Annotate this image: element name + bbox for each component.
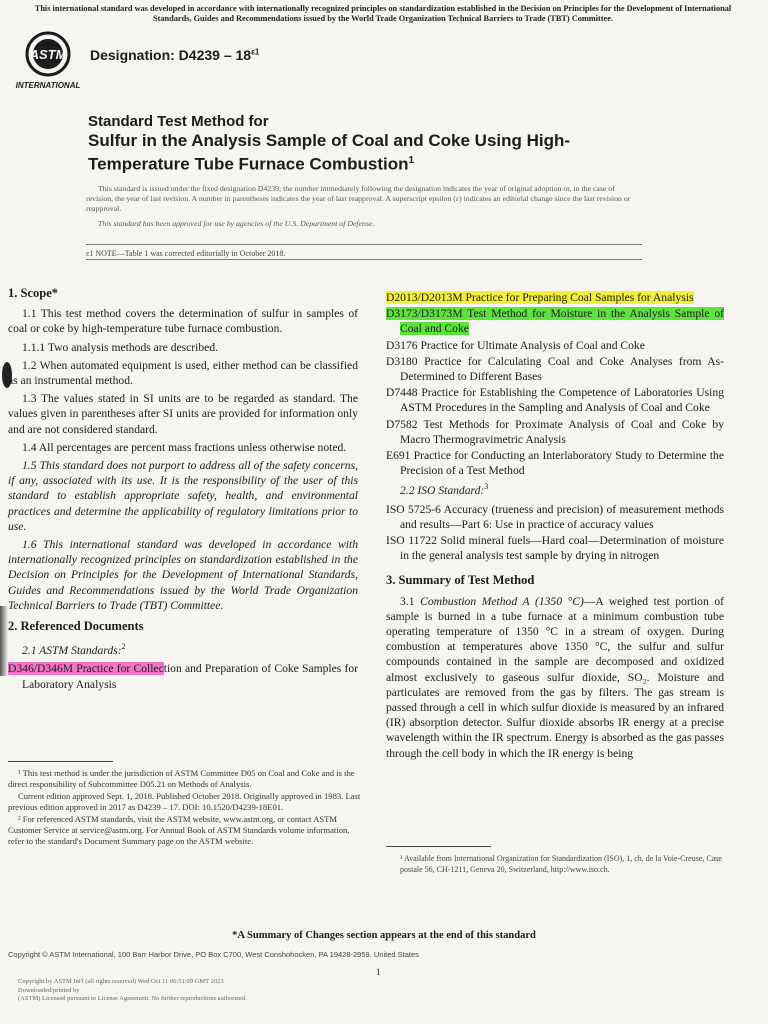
ref-d7448[interactable]: D7448 Practice for Establishing the Competence of Laboratories Using ASTM Procedures in the Sampling and Analysis of Coal and Coke xyxy=(386,386,724,415)
para-1-1-1: 1.1.1 Two analysis methods are described. xyxy=(22,340,219,354)
footnote-divider xyxy=(8,761,113,762)
title-line-3: Temperature Tube Furnace Combustion$^1$ xyxy=(88,154,415,174)
astm-logo xyxy=(14,30,84,92)
designation xyxy=(90,47,259,63)
footnote-3: ³ Available from International Organization for Standardization (ISO), 1, ch. de la Voie-Creuse, Case postale 56, CH-1211, Geneva 20, Switzerland, http://www.iso.ch. xyxy=(400,854,722,874)
dod-approval: This standard has been approved for use by agencies of the U.S. Department of Defense. xyxy=(98,219,375,228)
editorial-note: ε1 NOTE—Table 1 was corrected editorially in October 2018. xyxy=(86,249,286,258)
ref-d346[interactable]: D346/D346M Practice for Collection and Preparation of Coke Samples for Laboratory Analysis xyxy=(8,662,358,691)
highlight-yellow: D2013/D2013M Practice for Preparing Coal Samples for Analysis xyxy=(386,291,694,304)
page-number: 1 xyxy=(376,967,381,977)
standard-notice: This international standard was developed in accordance with internationally recognized principles on standardization established in the Decision on Principles for the Development of International Standards, Guides and Recommendations issued by the World Trade Organization Technical Barriers to Trade (TBT) Committee. xyxy=(34,4,732,23)
para-1-6: 1.6 This international standard was developed in accordance with internationally recognized principles on standardization established in the Decision on Principles for the Development of International Standards, Guides and Recommendations issued by the World Trade Organization Technical Barriers to Trade (TBT) Committee. xyxy=(8,538,358,612)
footnote-divider xyxy=(386,846,491,847)
designation-epsilon: ε1 xyxy=(251,47,260,57)
section-scope-heading: 1. Scope* xyxy=(8,286,58,300)
svg-text:ASTM: ASTM xyxy=(29,47,67,62)
right-column xyxy=(386,290,724,764)
ref-e691[interactable]: E691 Practice for Conducting an Interlaboratory Study to Determine the Precision of a Test Method xyxy=(386,449,724,478)
designation-label: Designation: xyxy=(90,47,175,63)
para-1-5: 1.5 This standard does not purport to address all of the safety concerns, if any, associated with its use. It is the responsibility of the user of this standard to establish appropriate safety, health, and environmental practices and determine the applicability of regulatory limitations prior to use. xyxy=(8,459,358,533)
highlight-green: D3173/D3173M Test Method for Moisture in the Analysis Sample of Coal and Coke xyxy=(386,307,724,336)
para-1-1: 1.1 This test method covers the determination of sulfur in samples of coal or coke by high-temperature tube furnace combustion. xyxy=(8,307,358,336)
divider xyxy=(86,244,642,245)
designation-number: D4239 – 18 xyxy=(178,47,252,63)
intro-block xyxy=(86,184,642,234)
ref-iso11722[interactable]: ISO 11722 Solid mineral fuels—Hard coal—Determination of moisture in the general analysis test sample by drying in nitrogen xyxy=(386,533,724,563)
footnotes-right xyxy=(400,854,736,875)
ref-iso5725[interactable]: ISO 5725-6 Accuracy (trueness and precision) of measurement methods and results—Part 6: Use in practice of accuracy values xyxy=(386,502,724,531)
divider xyxy=(86,259,642,260)
title-line-1: Standard Test Method for xyxy=(88,113,269,130)
section-refs-heading: 2. Referenced Documents xyxy=(8,619,144,634)
footnote-2: ² For referenced ASTM standards, visit the ASTM website, www.astm.org, or contact ASTM Customer Service at service@astm.org. For Annual Book of ASTM Standards volume information, refer to the standard's Document Summary page on the ASTM website. xyxy=(8,814,350,846)
license-stamp: Copyright by ASTM Int'l (all rights reserved) Wed Oct 11 06:51:09 GMT 2023 Downloaded/printed by (ASTM) Licensed pursuant to License Agreement. No further reproductions authorized. xyxy=(18,978,247,1002)
title-line-2: Sulfur in the Analysis Sample of Coal and Coke Using High- xyxy=(88,131,571,150)
left-column xyxy=(8,286,358,693)
para-1-3: 1.3 The values stated in SI units are to be regarded as standard. The values given in parentheses after SI units are provided for information only and are not considered standard. xyxy=(8,392,358,436)
copyright-line: Copyright © ASTM International, 100 Barr Harbor Drive, PO Box C700, West Conshohocken, PA 19428-2959. United States xyxy=(8,950,419,959)
ref-d7582[interactable]: D7582 Test Methods for Proximate Analysis of Coal and Coke by Macro Thermogravimetric Analysis xyxy=(386,417,724,446)
para-3-1: 3.1 Combustion Method A (1350 °C)—A weighed test portion of sample is burned in a tube furnace at a minimum combustion tube operating temperature of 1350 °C in a stream of oxygen. During combustion at temperatures above 1350 °C, the sulfur and sulfur compounds contained in the sample are decomposed and oxidized almost exclusively to gaseous sulfur dioxide, SO₂. Moisture and particulates are removed from the gas by filters. The gas stream is passed through a cell in which sulfur dioxide is measured by an infrared (IR) absorption detector. Sulfur dioxide absorbs IR energy at a precise wavelength within the IR spectrum. Energy is absorbed as the gas passes through the cell body in which the IR energy is being xyxy=(386,594,725,760)
footnote-1b: Current edition approved Sept. 1, 2018. Published October 2018. Originally approved in 1983. Last previous edition approved in 2017 as D4239 – 17. DOI: 10.1520/D4239-18E01. xyxy=(8,791,361,812)
highlight-pink: D346/D346M Practice for Collec xyxy=(8,662,164,676)
ref-d3180[interactable]: D3180 Practice for Calculating Coal and Coke Analyses from As-Determined to Different Bases xyxy=(386,354,724,384)
ref-d3176[interactable]: D3176 Practice for Ultimate Analysis of Coal and Coke xyxy=(386,338,645,352)
footnote-1: ¹ This test method is under the jurisdiction of ASTM Committee D05 on Coal and Coke and is the direct responsibility of Subcommittee D05.21 on Methods of Analysis. xyxy=(8,768,355,789)
svg-text:INTERNATIONAL: INTERNATIONAL xyxy=(15,81,81,90)
iso-standard-label: 2.2 ISO Standard:$^3$ xyxy=(400,482,489,498)
footnotes-left xyxy=(8,768,364,848)
scan-shadow xyxy=(0,606,8,676)
ref-d3173[interactable] xyxy=(386,306,724,336)
astm-standards-label: 2.1 ASTM Standards:$^2$ xyxy=(22,642,126,658)
intro-paragraph: This standard is issued under the fixed designation D4239; the number immediately following the designation indicates the year of original adoption or, in the case of revision, the year of last revision. A number in parentheses indicates the year of last reapproval. A superscript epsilon (ε) indicates an editorial change since the last revision or reapproval. xyxy=(86,184,631,213)
para-1-2: 1.2 When automated equipment is used, either method can be classified as an instrumental method. xyxy=(8,358,358,388)
ref-d2013[interactable] xyxy=(386,290,724,305)
page-title xyxy=(88,113,688,175)
para-1-4: 1.4 All percentages are percent mass fractions unless otherwise noted. xyxy=(22,440,347,454)
section-summary-heading: 3. Summary of Test Method xyxy=(386,573,535,588)
summary-of-changes-note: *A Summary of Changes section appears at the end of this standard xyxy=(232,930,536,941)
